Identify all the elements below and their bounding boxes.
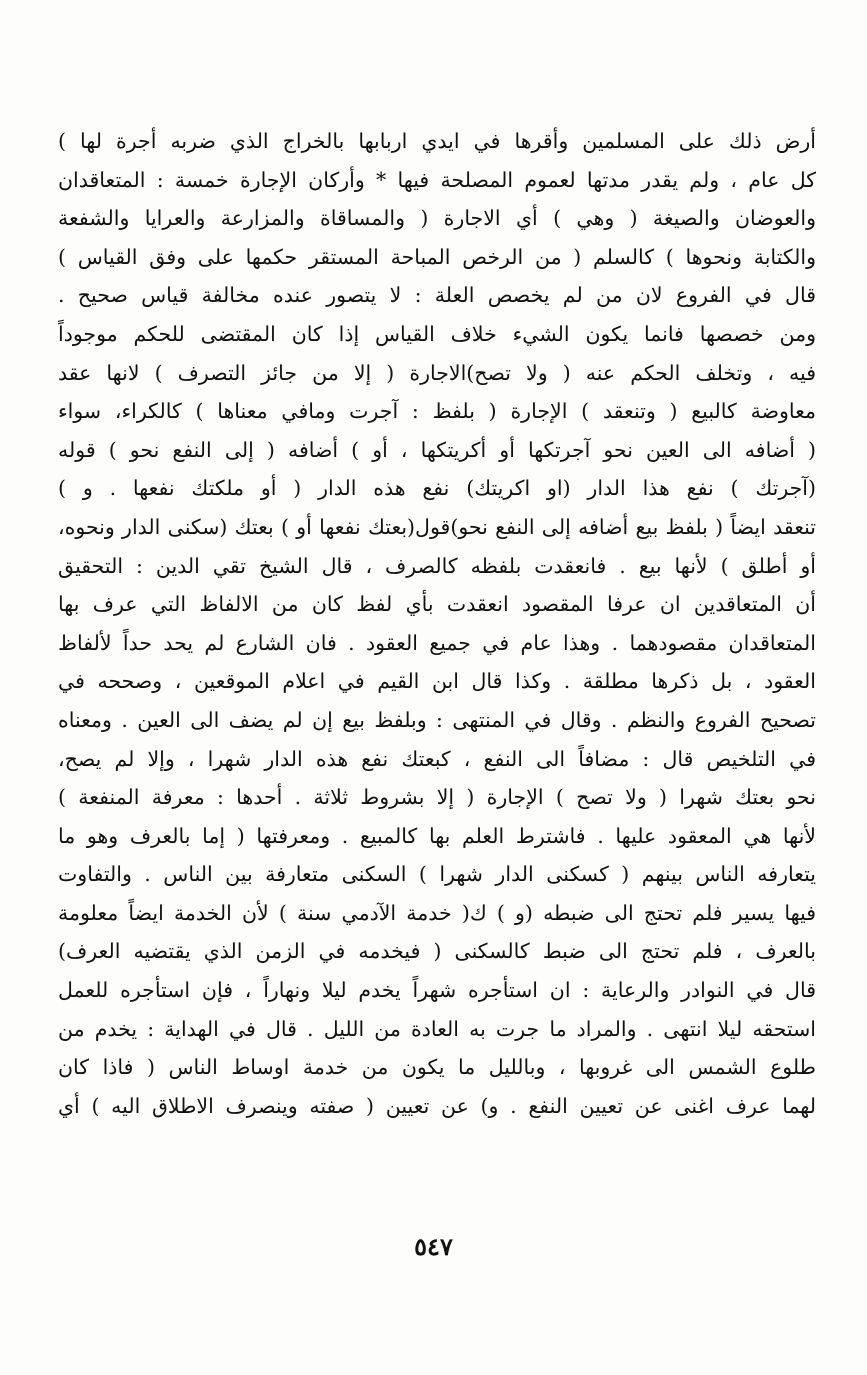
text-line: في التلخيص قال : مضافاً الى النفع ، كبعتك نفع هذه الدار شهرا ، وإلا لم يصح، xyxy=(58,746,816,771)
text-line: نحو بعتك شهرا ( ولا تصح ) الإجارة ( إلا بشروط ثلاثة . أحدها : معرفة المنفعة ) xyxy=(58,785,816,810)
text-line: لهما عرف اغنى عن تعيين النفع . و) عن تعيين ( صفته وينصرف الاطلاق اليه ) أي xyxy=(58,1093,816,1118)
text-line: تصحيح الفروع والنظم . وقال في المنتهى : وبلفظ بيع إن لم يضف الى العين . ومعناه xyxy=(58,707,816,732)
text-line: يتعارفه الناس بينهم ( كسكنى الدار شهرا ) السكنى متعارفة بين الناس . والتفاوت xyxy=(58,862,816,887)
text-line: بالعرف ، فلم تحتج الى ضبط كالسكنى ( فيخدمه في الزمن الذي يقتضيه العرف) xyxy=(58,939,816,964)
text-line: قال في النوادر والرعاية : ان استأجره شهراً يخدم ليلا ونهاراً ، فإن استأجره للعمل xyxy=(58,978,816,1003)
text-line: والعوضان والصيغة ( وهي ) أي الاجارة ( والمساقاة والمزارعة والعرايا والشفعة xyxy=(58,206,816,231)
text-line: العقود ، بل ذكرها مطلقة . وكذا قال ابن القيم في اعلام الموقعين ، وصححه في xyxy=(58,669,816,694)
text-line: ( أضافه الى العين نحو آجرتكها أو أكريتكها ، أو ) أضافه ( إلى النفع نحو ) قوله xyxy=(58,437,816,462)
text-line: فيه ، وتخلف الحكم عنه ( ولا تصح)الاجارة ( إلا من جائز التصرف ) لانها عقد xyxy=(58,360,816,385)
text-line: أن المتعاقدين ان عرفا المقصود انعقدت بأي لفظ كان من الالفاظ التي عرف بها xyxy=(58,592,816,617)
text-line: معاوضة كالبيع ( وتنعقد ) الإجارة ( بلفظ : آجرت ومافي معناها ) كالكراء، سواء xyxy=(58,399,816,424)
text-line: أرض ذلك على المسلمين وأقرها في ايدي اربابها بالخراج الذي ضربه أجرة لها ) xyxy=(58,129,816,153)
text-line: فيها يسير فلم تحتج الى ضبطه (و ) ك( خدمة الآدمي سنة ) لأن الخدمة ايضاً معلومة xyxy=(58,900,816,925)
body-text xyxy=(58,122,816,1125)
text-line: والكتابة ونحوها ) كالسلم ( من الرخص المباحة المستقر حكمها على وفق القياس ) xyxy=(58,244,816,269)
text-line: (آجرتك ) نفع هذا الدار (او اكريتك) نفع هذه الدار ( أو ملكتك نفعها . و ) xyxy=(58,476,816,501)
page-number: ٥٤٧ xyxy=(414,1232,453,1261)
text-line: استحقه ليلا انتهى . والمراد ما جرت به العادة من الليل . قال في الهداية : يخدم من xyxy=(58,1016,816,1041)
text-line: المتعاقدان مقصودهما . وهذا عام في جميع العقود . فان الشارع لم يحد حداً لألفاظ xyxy=(58,630,816,655)
text-line: تنعقد ايضاً ( بلفظ بيع أضافه إلى النفع نحو)قول(بعتك نفعها أو ) بعتك (سكنى الدار ونحوه، xyxy=(58,514,816,539)
text-line: ومن خصصها فانما يكون الشيء خلاف القياس إذا كان المقتضى للحكم موجوداً xyxy=(58,321,816,346)
text-line: لأنها هي المعقود عليها . فاشترط العلم بها كالمبيع . ومعرفتها ( إما بالعرف وهو ما xyxy=(58,823,816,848)
text-line: أو أطلق ) لأنها بيع . فانعقدت بلفظه كالصرف ، قال الشيخ تقي الدين : التحقيق xyxy=(58,553,816,578)
text-line: قال في الفروع لان من لم يخصص العلة : لا يتصور عنده مخالفة قياس صحيح . xyxy=(58,283,816,308)
text-line: كل عام ، ولم يقدر مدتها لعموم المصلحة فيها * وأركان الإجارة خمسة : المتعاقدان xyxy=(58,167,816,192)
text-line: طلوع الشمس الى غروبها ، وبالليل ما يكون من خدمة اوساط الناس ( فاذا كان xyxy=(58,1055,816,1080)
